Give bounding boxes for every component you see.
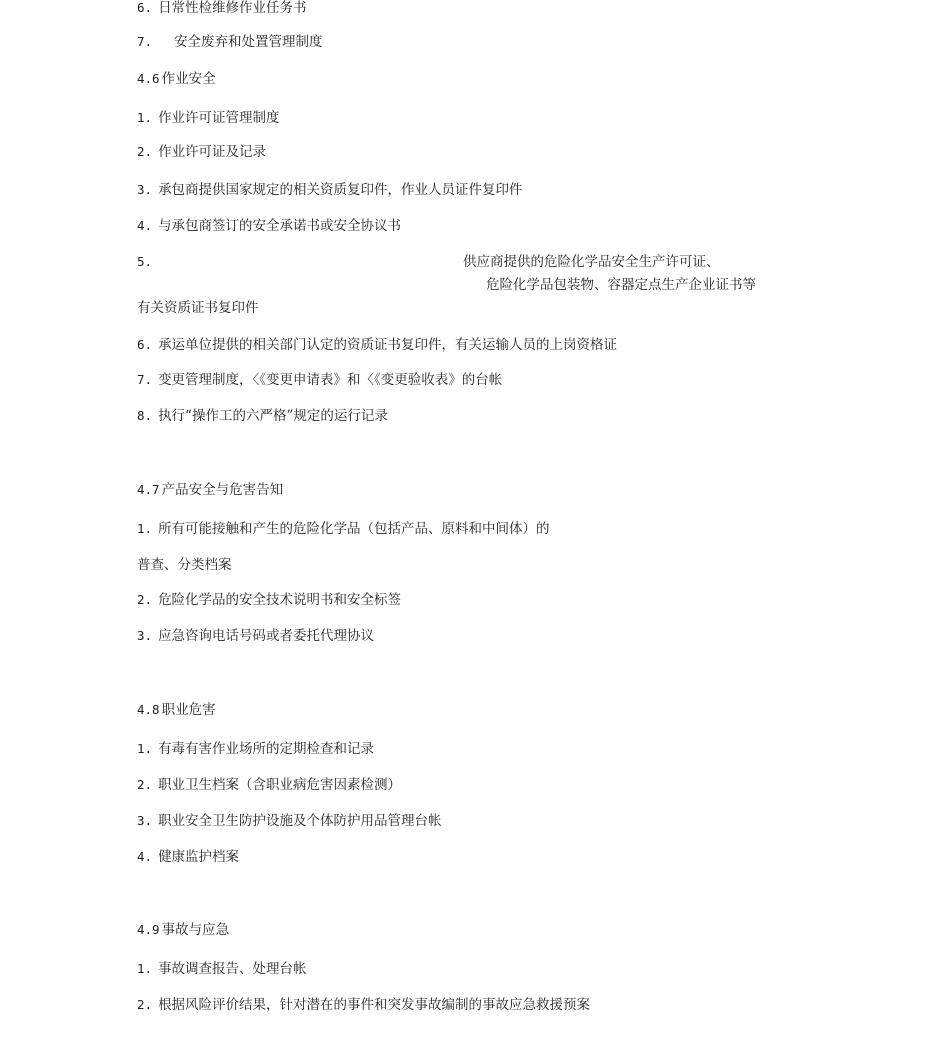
list-item-number [137, 256, 158, 270]
list-item [137, 339, 617, 353]
item-number: 6. [137, 0, 153, 15]
section-title: 事故与应急 [161, 922, 230, 938]
list-item [137, 815, 442, 829]
item-text: 有毒有害作业场所的定期检查和记录 [158, 741, 375, 757]
section-number: 4.7 [137, 482, 160, 497]
item-text: 应急咨询电话号码或者委托代理协议 [158, 628, 375, 644]
list-item [137, 999, 590, 1013]
item-number: 5. [137, 254, 153, 269]
list-item [137, 220, 401, 234]
section-heading-4-7 [137, 484, 283, 498]
item-number: 2. [137, 144, 153, 159]
item-text-continuation: 普查、分类档案 [137, 557, 232, 573]
item-number: 2. [137, 777, 153, 792]
item-number: 3. [137, 628, 153, 643]
item-text: 根据风险评价结果，针对潜在的事件和突发事故编制的事故应急救援预案 [158, 997, 591, 1013]
item-text: 所有可能接触和产生的危险化学品（包括产品、原料和中间体）的 [158, 521, 550, 537]
item-text: 承包商提供国家规定的相关资质复印件，作业人员证件复印件 [158, 182, 523, 198]
item-text: 日常性检维修作业任务书 [158, 0, 307, 16]
list-item [137, 963, 307, 977]
item-number: 1. [137, 521, 153, 536]
item-text: 承运单位提供的相关部门认定的资质证书复印件，有关运输人员的上岗资格证 [158, 337, 618, 353]
item-number: 7. [137, 372, 153, 387]
item-number: 1. [137, 741, 153, 756]
item-text: 变更管理制度，〈《变更申请表》和〈《变更验收表》的台帐 [158, 372, 503, 388]
item-text: 供应商提供的危险化学品安全生产许可证、 [463, 254, 720, 270]
list-item [137, 184, 523, 198]
item-text: 职业卫生档案（含职业病危害因素检测） [158, 777, 402, 793]
section-number: 4.8 [137, 702, 160, 717]
item-number: 1. [137, 110, 153, 125]
item-number: 8. [137, 408, 153, 423]
section-heading-4-6 [137, 73, 216, 87]
item-text: 作业许可证管理制度 [158, 110, 280, 126]
list-item [137, 146, 266, 160]
list-item [137, 410, 388, 424]
list-item [137, 2, 307, 16]
section-title: 职业危害 [161, 702, 216, 718]
item-text: 执行“操作工的六严格”规定的运行记录 [158, 408, 388, 424]
item-number: 3. [137, 182, 153, 197]
section-heading-4-9 [137, 924, 229, 938]
item-text: 与承包商签订的安全承诺书或安全协议书 [158, 218, 402, 234]
item-number: 7. [137, 34, 153, 49]
item-number: 4. [137, 218, 153, 233]
item-text: 危险化学品包装物、容器定点生产企业证书等 [486, 277, 756, 293]
list-item [137, 779, 401, 793]
section-number: 4.9 [137, 922, 160, 937]
item-text: 作业许可证及记录 [158, 144, 267, 160]
item-text: 有关资质证书复印件 [137, 300, 259, 316]
item-text: 健康监护档案 [158, 849, 240, 865]
item-number: 6. [137, 337, 153, 352]
item-number: 3. [137, 813, 153, 828]
section-title: 作业安全 [161, 71, 216, 87]
list-item [137, 851, 239, 865]
item-text: 危险化学品的安全技术说明书和安全标签 [158, 592, 402, 608]
list-item [137, 36, 323, 50]
item-text: 安全废弃和处置管理制度 [174, 34, 323, 50]
item-text: 职业安全卫生防护设施及个体防护用品管理台帐 [158, 813, 442, 829]
list-item [137, 112, 280, 126]
section-heading-4-8 [137, 704, 216, 718]
item-text: 事故调查报告、处理台帐 [158, 961, 307, 977]
list-item [137, 523, 550, 537]
item-number: 2. [137, 997, 153, 1012]
list-item [137, 743, 374, 757]
list-item [137, 374, 502, 388]
list-item [137, 630, 374, 644]
section-title: 产品安全与危害告知 [161, 482, 284, 498]
item-number: 4. [137, 849, 153, 864]
section-number: 4.6 [137, 71, 160, 86]
list-item [137, 594, 401, 608]
item-number: 2. [137, 592, 153, 607]
item-number: 1. [137, 961, 153, 976]
